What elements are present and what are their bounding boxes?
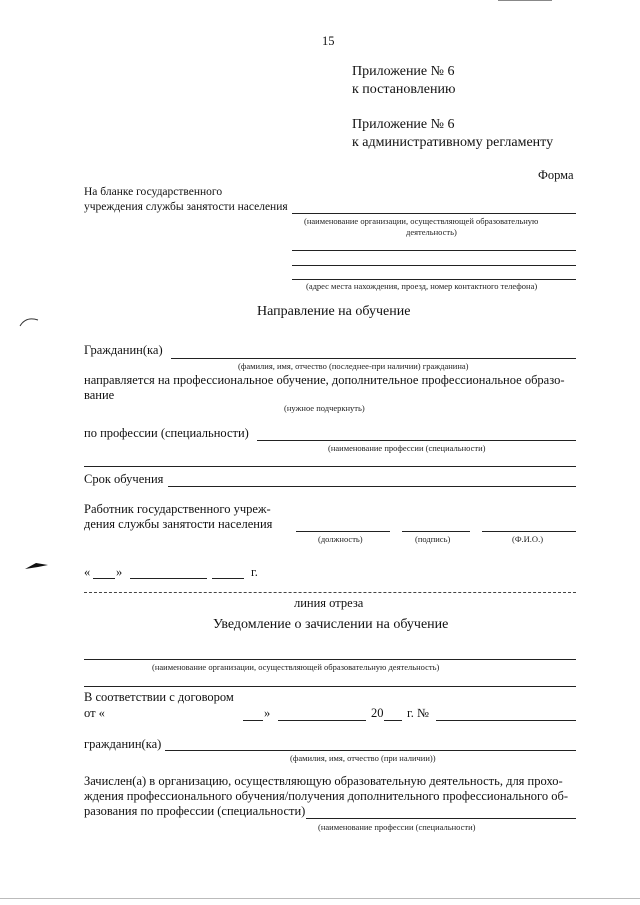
date-year-suffix: г. xyxy=(251,565,258,579)
contract-year-field[interactable] xyxy=(384,720,402,721)
worker-text-2: дения службы занятости населения xyxy=(84,517,273,531)
enrolled-text-3: разования по профессии (специальности) xyxy=(84,804,306,818)
signature-caption: (подпись) xyxy=(415,534,451,544)
date-close-quote: » xyxy=(116,565,123,579)
scan-mark-curve xyxy=(18,314,42,328)
sent-text-1: направляется на профессиональное обучение, дополнительное профессиональное образо- xyxy=(84,373,565,387)
profession-field[interactable] xyxy=(257,440,576,441)
name-caption: (Ф.И.О.) xyxy=(512,534,544,544)
worker-text-1: Работник государственного учреж- xyxy=(84,502,271,516)
scan-mark-blot xyxy=(24,560,50,572)
notice-org-field-2[interactable] xyxy=(84,686,576,687)
profession-label: по профессии (специальности) xyxy=(84,426,249,440)
form-label: Форма xyxy=(538,168,574,182)
enrolled-text-1: Зачислен(а) в организацию, осуществляющую образовательную деятельность, для прохо- xyxy=(84,774,563,788)
address-field-1[interactable] xyxy=(292,250,576,251)
worker-name-field[interactable] xyxy=(482,531,576,532)
letterhead-line-2: учреждения службы занятости населения xyxy=(84,201,288,213)
sent-text-2: вание xyxy=(84,388,115,402)
notice-citizen-caption: (фамилия, имя, отчество (при наличии)) xyxy=(290,753,436,763)
direction-title: Направление на обучение xyxy=(257,304,411,319)
contract-from: от « xyxy=(84,706,105,720)
contract-close-quote: » xyxy=(264,706,271,720)
contract-month-field[interactable] xyxy=(278,720,366,721)
appendix-header-4: к административному регламенту xyxy=(352,135,554,150)
term-label: Срок обучения xyxy=(84,472,164,486)
notice-org-field[interactable] xyxy=(84,659,576,660)
position-caption: (должность) xyxy=(318,534,363,544)
enrolled-text-2: ждения профессионального обучения/получения дополнительного профессионального об- xyxy=(84,789,569,803)
contract-number-field[interactable] xyxy=(436,720,576,721)
scan-edge-bottom xyxy=(0,898,640,899)
signature-field[interactable] xyxy=(402,531,470,532)
citizen-label: Гражданин(ка) xyxy=(84,343,163,357)
position-field[interactable] xyxy=(296,531,390,532)
notice-title: Уведомление о зачислении на обучение xyxy=(213,617,449,632)
contract-text: В соответствии с договором xyxy=(84,690,234,704)
address-caption: (адрес места нахождения, проезд, номер контактного телефона) xyxy=(306,281,538,291)
address-field-2[interactable] xyxy=(292,265,576,266)
notice-profession-caption: (наименование профессии (специальности) xyxy=(318,822,476,832)
cut-line-label: линия отреза xyxy=(294,596,364,610)
notice-citizen-label: гражданин(ка) xyxy=(84,737,162,751)
notice-profession-field[interactable] xyxy=(306,818,576,819)
org-name-field[interactable] xyxy=(292,213,576,214)
appendix-header-2: к постановлению xyxy=(352,82,456,97)
org-caption-1: (наименование организации, осуществляющей образовательную xyxy=(304,216,539,226)
cut-line xyxy=(84,592,576,593)
citizen-caption: (фамилия, имя, отчество (последнее-при наличии) гражданина) xyxy=(238,361,469,371)
date-month-field[interactable] xyxy=(130,578,207,579)
date-day-field[interactable] xyxy=(93,578,115,579)
notice-org-caption: (наименование организации, осуществляющей образовательную деятельность) xyxy=(152,662,440,672)
date-open-quote: « xyxy=(84,565,91,579)
appendix-header-3: Приложение № 6 xyxy=(352,117,455,132)
page-number: 15 xyxy=(322,34,335,48)
citizen-name-field[interactable] xyxy=(171,358,576,359)
org-caption-2: деятельность) xyxy=(406,227,457,237)
contract-day-field[interactable] xyxy=(243,720,263,721)
contract-year: 20 xyxy=(371,706,384,720)
letterhead-line-1: На бланке государственного xyxy=(84,186,223,198)
profession-field-2[interactable] xyxy=(84,466,576,467)
notice-citizen-field[interactable] xyxy=(165,750,576,751)
contract-number-label: г. № xyxy=(407,706,429,720)
scan-edge-top xyxy=(498,0,552,1)
term-field[interactable] xyxy=(168,486,576,487)
address-field-3[interactable] xyxy=(292,279,576,280)
date-year-field[interactable] xyxy=(212,578,244,579)
underline-caption: (нужное подчеркнуть) xyxy=(284,403,365,413)
profession-caption: (наименование профессии (специальности) xyxy=(328,443,486,453)
appendix-header-1: Приложение № 6 xyxy=(352,64,455,79)
